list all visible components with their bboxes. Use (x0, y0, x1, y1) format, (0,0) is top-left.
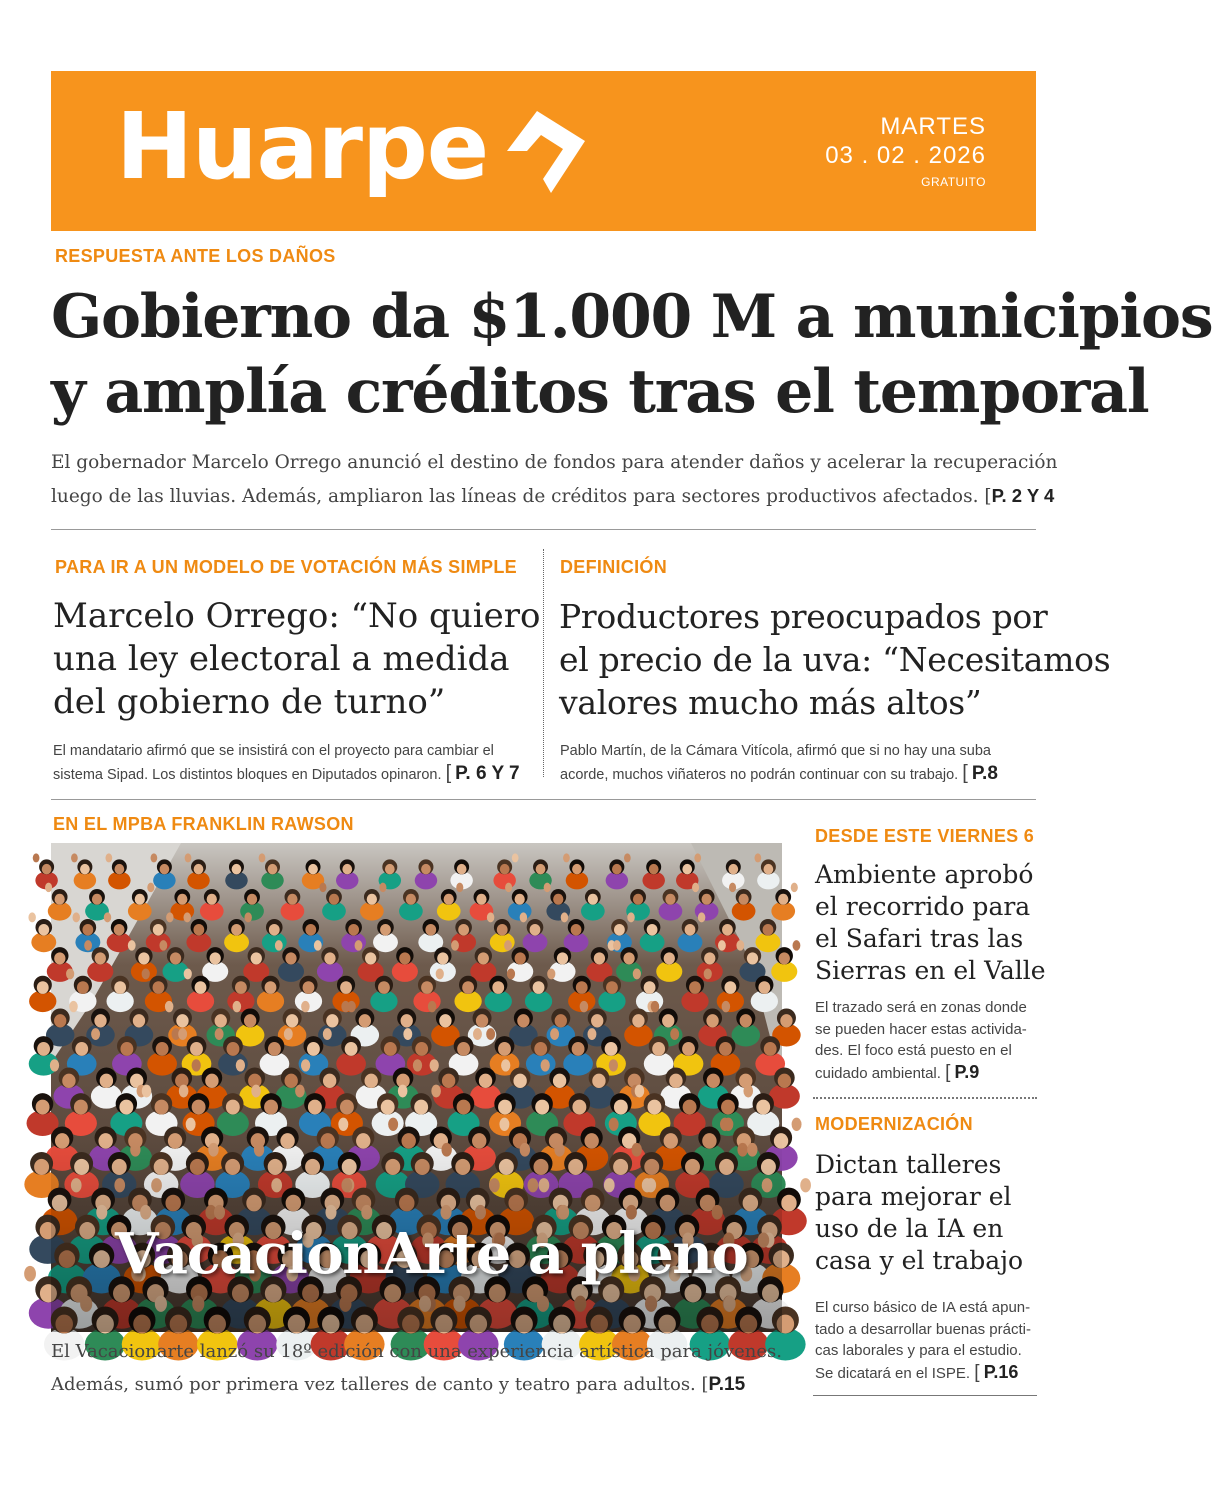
ref-bracket: [ (974, 1361, 980, 1383)
side1-page-ref[interactable]: P.9 (954, 1061, 980, 1082)
left-summary-line: El mandatario afirmó que se insistirá con el proyecto para cambiar el (53, 743, 494, 759)
section-divider (51, 799, 1036, 800)
right-headline-line: valores mucho más altos” (559, 683, 982, 722)
side2-headline-line: Dictan talleres (815, 1150, 1002, 1179)
issue-date-number: 03 . 02 . 2026 (825, 142, 986, 169)
side2-headline-line: uso de la IA en (815, 1214, 1004, 1243)
side1-headline-line: el recorrido para (815, 892, 1031, 921)
ref-bracket: [ (984, 486, 992, 507)
side1-summary-line: des. El foco está puesto en el (815, 1042, 1012, 1059)
side2-summary (815, 1297, 1031, 1384)
left-headline-line: del gobierno de turno” (53, 682, 446, 722)
left-headline[interactable] (53, 595, 540, 724)
main-summary-line: luego de las lluvias. Además, ampliaron las líneas de créditos para sectores productivos afectados. (51, 486, 979, 507)
photo-kicker: EN EL MPBA FRANKLIN RAWSON (53, 814, 354, 834)
right-headline-line: el precio de la uva: “Necesitamos (559, 640, 1111, 679)
masthead-banner (51, 71, 1036, 231)
left-summary (53, 740, 520, 786)
left-headline-line: una ley electoral a medida (53, 639, 510, 679)
issue-price: GRATUITO (921, 175, 986, 189)
right-summary-line: acorde, muchos viñateros no podrán continuar con su trabajo. (560, 767, 959, 783)
side1-summary (815, 997, 1027, 1084)
photo-overlay-title: VacacionArte a pleno (115, 1221, 748, 1287)
side2-summary-line: tado a desarrollar buenas prácti- (815, 1320, 1031, 1338)
ref-bracket: [ (945, 1061, 951, 1083)
main-headline-line: y amplía créditos tras el temporal (51, 357, 1149, 427)
main-headline-line: Gobierno da $1.000 M a municipios (51, 282, 1212, 352)
main-page-ref[interactable]: P. 2 Y 4 (991, 485, 1055, 506)
side-divider (813, 1097, 1037, 1099)
side2-summary-line: El curso básico de IA está apun- (815, 1299, 1031, 1316)
left-summary-line: sistema Sipad. Los distintos bloques en Diputados opinaron. (53, 767, 442, 783)
side1-headline-line: el Safari tras las (815, 924, 1024, 953)
right-page-ref[interactable]: P.8 (971, 763, 998, 784)
side1-headline-line: Sierras en el Valle (815, 956, 1046, 985)
photo-page-ref[interactable]: P.15 (708, 1374, 746, 1395)
issue-weekday: MARTES (880, 113, 986, 140)
right-headline-line: Productores preocupados por (559, 597, 1048, 636)
main-kicker: RESPUESTA ANTE LOS DAÑOS (55, 246, 336, 266)
left-headline-line: Marcelo Orrego: “No quiero (53, 596, 541, 636)
side2-headline-line: para mejorar el (815, 1182, 1012, 1211)
ref-bracket: [ (445, 762, 452, 784)
photo-caption (51, 1335, 782, 1401)
side1-summary-line: El trazado será en zonas donde (815, 999, 1027, 1016)
side2-summary-line: cas laborales y para el estudio. (815, 1342, 1022, 1359)
side2-headline[interactable] (815, 1149, 1023, 1277)
side2-summary-line: Se dicatará en el ISPE. (815, 1364, 971, 1382)
photo-caption-line: El Vacacionarte lanzó su 18º edición con una experiencia artística para jóvenes. (51, 1341, 782, 1362)
side1-summary-line: se pueden hacer estas activida- (815, 1020, 1027, 1038)
right-kicker: DEFINICIÓN (560, 557, 668, 577)
section-divider (51, 529, 1036, 530)
photo-caption-line: Además, sumó por primera vez talleres de canto y teatro para adultos. (51, 1374, 696, 1395)
side1-kicker: DESDE ESTE VIERNES 6 (815, 826, 1035, 846)
side2-headline-line: casa y el trabajo (815, 1246, 1024, 1275)
side1-headline-line: Ambiente aprobó (815, 860, 1034, 889)
side-divider (813, 1395, 1037, 1396)
right-summary-line: Pablo Martín, de la Cámara Vitícola, afirmó que si no hay una suba (560, 743, 991, 759)
logo-mark-icon (507, 111, 585, 193)
side2-page-ref[interactable]: P.16 (983, 1361, 1019, 1382)
side1-headline[interactable] (815, 859, 1046, 987)
main-summary-line: El gobernador Marcelo Orrego anunció el destino de fondos para atender daños y acelerar la recuperación (51, 452, 1058, 473)
left-page-ref[interactable]: P. 6 Y 7 (455, 763, 520, 784)
column-divider (543, 549, 544, 777)
crowd-photo[interactable] (51, 843, 782, 1332)
logo-wordmark[interactable]: Huarpe (116, 93, 489, 200)
side2-kicker: MODERNIZACIÓN (815, 1114, 973, 1134)
right-summary (560, 740, 998, 786)
main-headline[interactable] (51, 280, 1212, 430)
main-summary (51, 446, 1058, 513)
ref-bracket: [ (962, 762, 968, 784)
ref-bracket: [ (701, 1374, 709, 1395)
right-headline[interactable] (559, 595, 1110, 724)
left-kicker: PARA IR A UN MODELO DE VOTACIÓN MÁS SIMPLE (55, 557, 517, 577)
issue-date (825, 113, 986, 189)
side1-summary-line: cuidado ambiental. (815, 1064, 941, 1082)
